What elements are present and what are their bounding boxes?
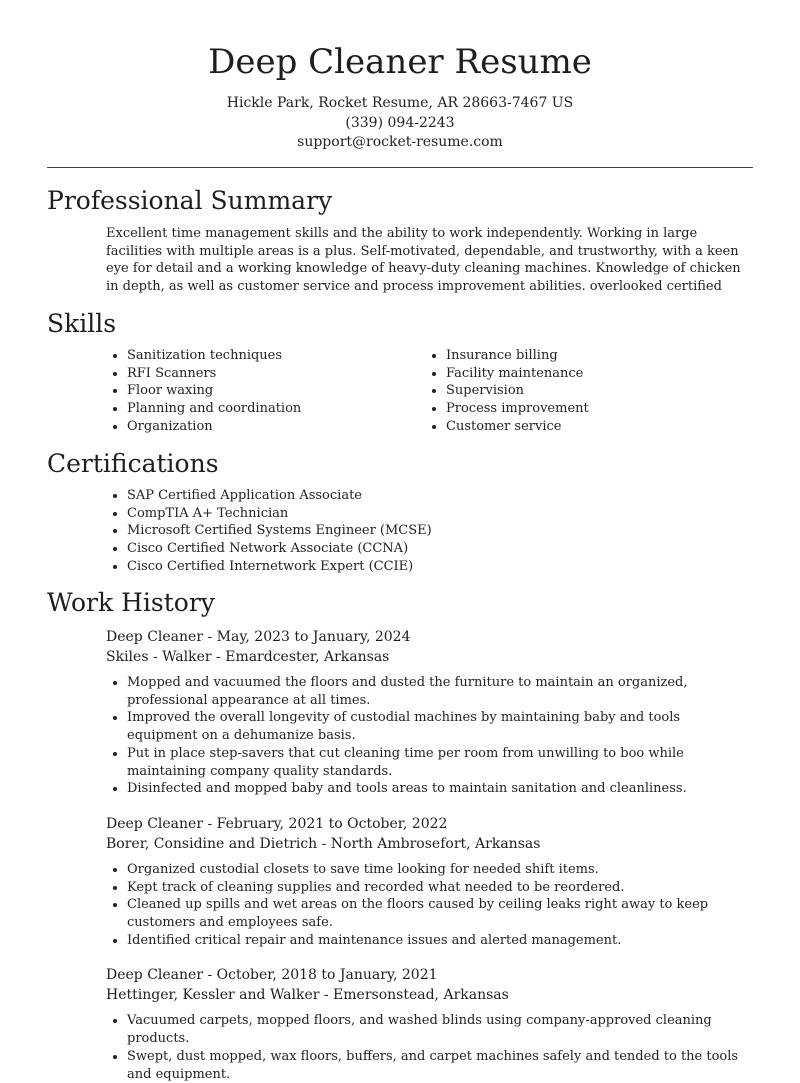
job-duty: • Improved the overall longevity of custodial machines by maintaining baby and tools equipment on a dehumanize basis. [127, 709, 753, 744]
job-duty: • Vacuumed carpets, mopped floors, and washed blinds using company-approved cleaning products. [127, 1012, 753, 1047]
skills-section [47, 309, 753, 436]
resume-header [0, 0, 800, 153]
contact-phone: (339) 094-2243 [345, 114, 455, 131]
skills-list-left [47, 347, 446, 436]
contact-email: support@rocket-resume.com [297, 134, 503, 150]
certifications-section [47, 449, 753, 576]
job-duty: • Disinfected and mopped baby and tools areas to maintain sanitation and cleanliness. [127, 780, 753, 798]
certifications-heading: Certifications [47, 449, 219, 478]
certification-item: • Microsoft Certified Systems Engineer (MCSE) [127, 522, 753, 540]
job-duty: • Mopped and vacuumed the floors and dusted the furniture to maintain an organized, professional appearance at all times. [127, 674, 753, 709]
job-title: Deep Cleaner - May, 2023 to January, 2024 [106, 629, 411, 645]
work-history-heading: Work History [47, 588, 215, 617]
job-entry [106, 814, 753, 950]
job-duty: • Cleaned up spills and wet areas on the floors caused by ceiling leaks right away to keep customers and employees safe. [127, 896, 753, 931]
job-duty: • Kept track of cleaning supplies and recorded what needed to be reordered. [127, 879, 753, 897]
skill-item: • Floor waxing [127, 382, 446, 400]
job-title: Deep Cleaner - October, 2018 to January, 2021 [106, 967, 438, 984]
skill-item: • RFI Scanners [127, 365, 446, 383]
summary-text: Excellent time management skills and the ability to work independently. Working in large facilities with multiple areas is a plus. Self-motivated, dependable, and trustworthy, with a keen eye for detail and a working knowledge of heavy-duty cleaning machines. Knowledge of chicken in depth, as well as customer service and process improvement abilities. overlooked certified [106, 226, 741, 295]
work-history-section [47, 588, 753, 1083]
certifications-list [47, 487, 753, 576]
job-duty: • Identified critical repair and maintenance issues and alerted management. [127, 932, 753, 950]
certification-item: • SAP Certified Application Associate [127, 487, 753, 505]
summary-section [47, 186, 753, 296]
job-duties [106, 861, 753, 950]
job-duties [106, 674, 753, 798]
job-company: Hettinger, Kessler and Walker - Emersonstead, Arkansas [106, 987, 509, 1004]
header-divider [47, 167, 753, 168]
certification-item: • CompTIA A+ Technician [127, 505, 753, 523]
skill-item: • Organization [127, 418, 446, 436]
skill-item: • Customer service [446, 418, 746, 436]
job-duty: • Swept, dust mopped, wax floors, buffers, and carpet machines safely and tended to the tools and equipment. [127, 1048, 753, 1083]
resume-title: Deep Cleaner Resume [208, 42, 592, 82]
contact-address: Hickle Park, Rocket Resume, AR 28663-7467 US [226, 95, 574, 111]
skills-list-right [446, 347, 746, 436]
summary-heading: Professional Summary [47, 186, 333, 215]
contact-block [0, 94, 800, 153]
job-duty: • Organized custodial closets to save time looking for needed shift items. [127, 861, 753, 879]
job-duties [106, 1012, 753, 1083]
skill-item: • Facility maintenance [446, 365, 746, 383]
certification-item: • Cisco Certified Internetwork Expert (CCIE) [127, 558, 753, 576]
skill-item: • Insurance billing [446, 347, 746, 365]
skill-item: • Planning and coordination [127, 400, 446, 418]
skills-columns [47, 347, 753, 436]
job-company: Skiles - Walker - Emardcester, Arkansas [106, 649, 390, 665]
skill-item: • Process improvement [446, 400, 746, 418]
certification-item: • Cisco Certified Network Associate (CCNA) [127, 540, 753, 558]
job-entry [106, 627, 753, 798]
job-title: Deep Cleaner - February, 2021 to October, 2022 [106, 815, 448, 832]
skill-item: • Sanitization techniques [127, 347, 446, 365]
job-duty: • Put in place step-savers that cut cleaning time per room from unwilling to boo while maintaining company quality standards. [127, 745, 753, 780]
job-entry [106, 965, 753, 1083]
skill-item: • Supervision [446, 382, 746, 400]
skills-heading: Skills [47, 309, 117, 338]
job-company: Borer, Considine and Dietrich - North Ambrosefort, Arkansas [106, 835, 541, 852]
